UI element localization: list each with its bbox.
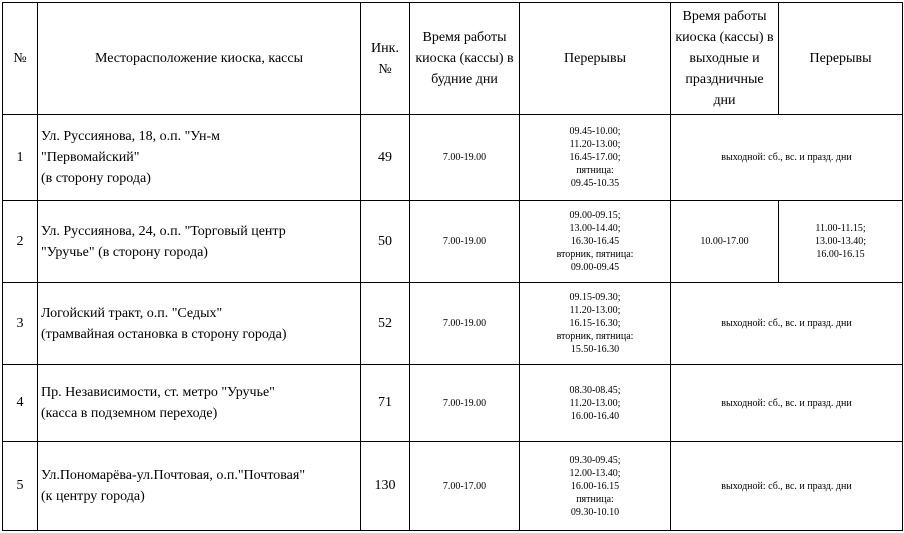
- row-inv: 49: [361, 115, 410, 201]
- row-weekend: выходной: сб., вс. и празд. дни: [671, 283, 903, 365]
- row-weekend: выходной: сб., вс. и празд. дни: [671, 365, 903, 442]
- row-weekday-hours: 7.00-19.00: [410, 201, 520, 283]
- row-weekday-hours: 7.00-17.00: [410, 442, 520, 531]
- row-weekend-breaks: 11.00-11.15; 13.00-13.40; 16.00-16.15: [779, 201, 903, 283]
- table-row: [3, 283, 903, 365]
- row-weekday-breaks: 09.00-09.15; 13.00-14.40; 16.30-16.45 вторник, пятница: 09.00-09.45: [520, 201, 671, 283]
- header-weekend-breaks: Перерывы: [779, 3, 903, 115]
- row-weekday-breaks: 08.30-08.45; 11.20-13.00; 16.00-16.40: [520, 365, 671, 442]
- row-inv: 130: [361, 442, 410, 531]
- row-num: 2: [3, 201, 38, 283]
- header-inv: Инк. №: [361, 3, 410, 115]
- header-location: Месторасположение киоска, кассы: [38, 3, 361, 115]
- header-num: №: [3, 3, 38, 115]
- row-weekend: выходной: сб., вс. и празд. дни: [671, 442, 903, 531]
- header-weekday-hours: Время работы киоска (кассы) в будние дни: [410, 3, 520, 115]
- table-row: [3, 115, 903, 201]
- row-num: 3: [3, 283, 38, 365]
- row-inv: 50: [361, 201, 410, 283]
- row-weekday-breaks: 09.30-09.45; 12.00-13.40; 16.00-16.15 пятница: 09.30-10.10: [520, 442, 671, 531]
- row-num: 5: [3, 442, 38, 531]
- row-location: Ул. Руссиянова, 18, о.п. "Ун-м "Первомайский" (в сторону города): [38, 115, 361, 201]
- row-weekday-breaks: 09.15-09.30; 11.20-13.00; 16.15-16.30; вторник, пятница: 15.50-16.30: [520, 283, 671, 365]
- row-inv: 52: [361, 283, 410, 365]
- row-location: Ул.Пономарёва-ул.Почтовая, о.п."Почтовая" (к центру города): [38, 442, 361, 531]
- row-weekend-hours: 10.00-17.00: [671, 201, 779, 283]
- row-weekday-hours: 7.00-19.00: [410, 115, 520, 201]
- kiosk-schedule-table: [2, 2, 903, 531]
- row-weekend: выходной: сб., вс. и празд. дни: [671, 115, 903, 201]
- table-header-row: [3, 3, 903, 115]
- row-weekday-breaks: 09.45-10.00; 11.20-13.00; 16.45-17.00; пятница: 09.45-10.35: [520, 115, 671, 201]
- row-location: Ул. Руссиянова, 24, о.п. "Торговый центр "Уручье" (в сторону города): [38, 201, 361, 283]
- row-location: Пр. Независимости, ст. метро "Уручье" (касса в подземном переходе): [38, 365, 361, 442]
- row-weekday-hours: 7.00-19.00: [410, 283, 520, 365]
- row-num: 4: [3, 365, 38, 442]
- table-row: [3, 442, 903, 531]
- row-weekday-hours: 7.00-19.00: [410, 365, 520, 442]
- header-weekday-breaks: Перерывы: [520, 3, 671, 115]
- row-num: 1: [3, 115, 38, 201]
- table-row: [3, 365, 903, 442]
- row-inv: 71: [361, 365, 410, 442]
- table-row: [3, 201, 903, 283]
- row-location: Логойский тракт, о.п. "Седых" (трамвайная остановка в сторону города): [38, 283, 361, 365]
- header-weekend-hours: Время работы киоска (кассы) в выходные и праздничные дни: [671, 3, 779, 115]
